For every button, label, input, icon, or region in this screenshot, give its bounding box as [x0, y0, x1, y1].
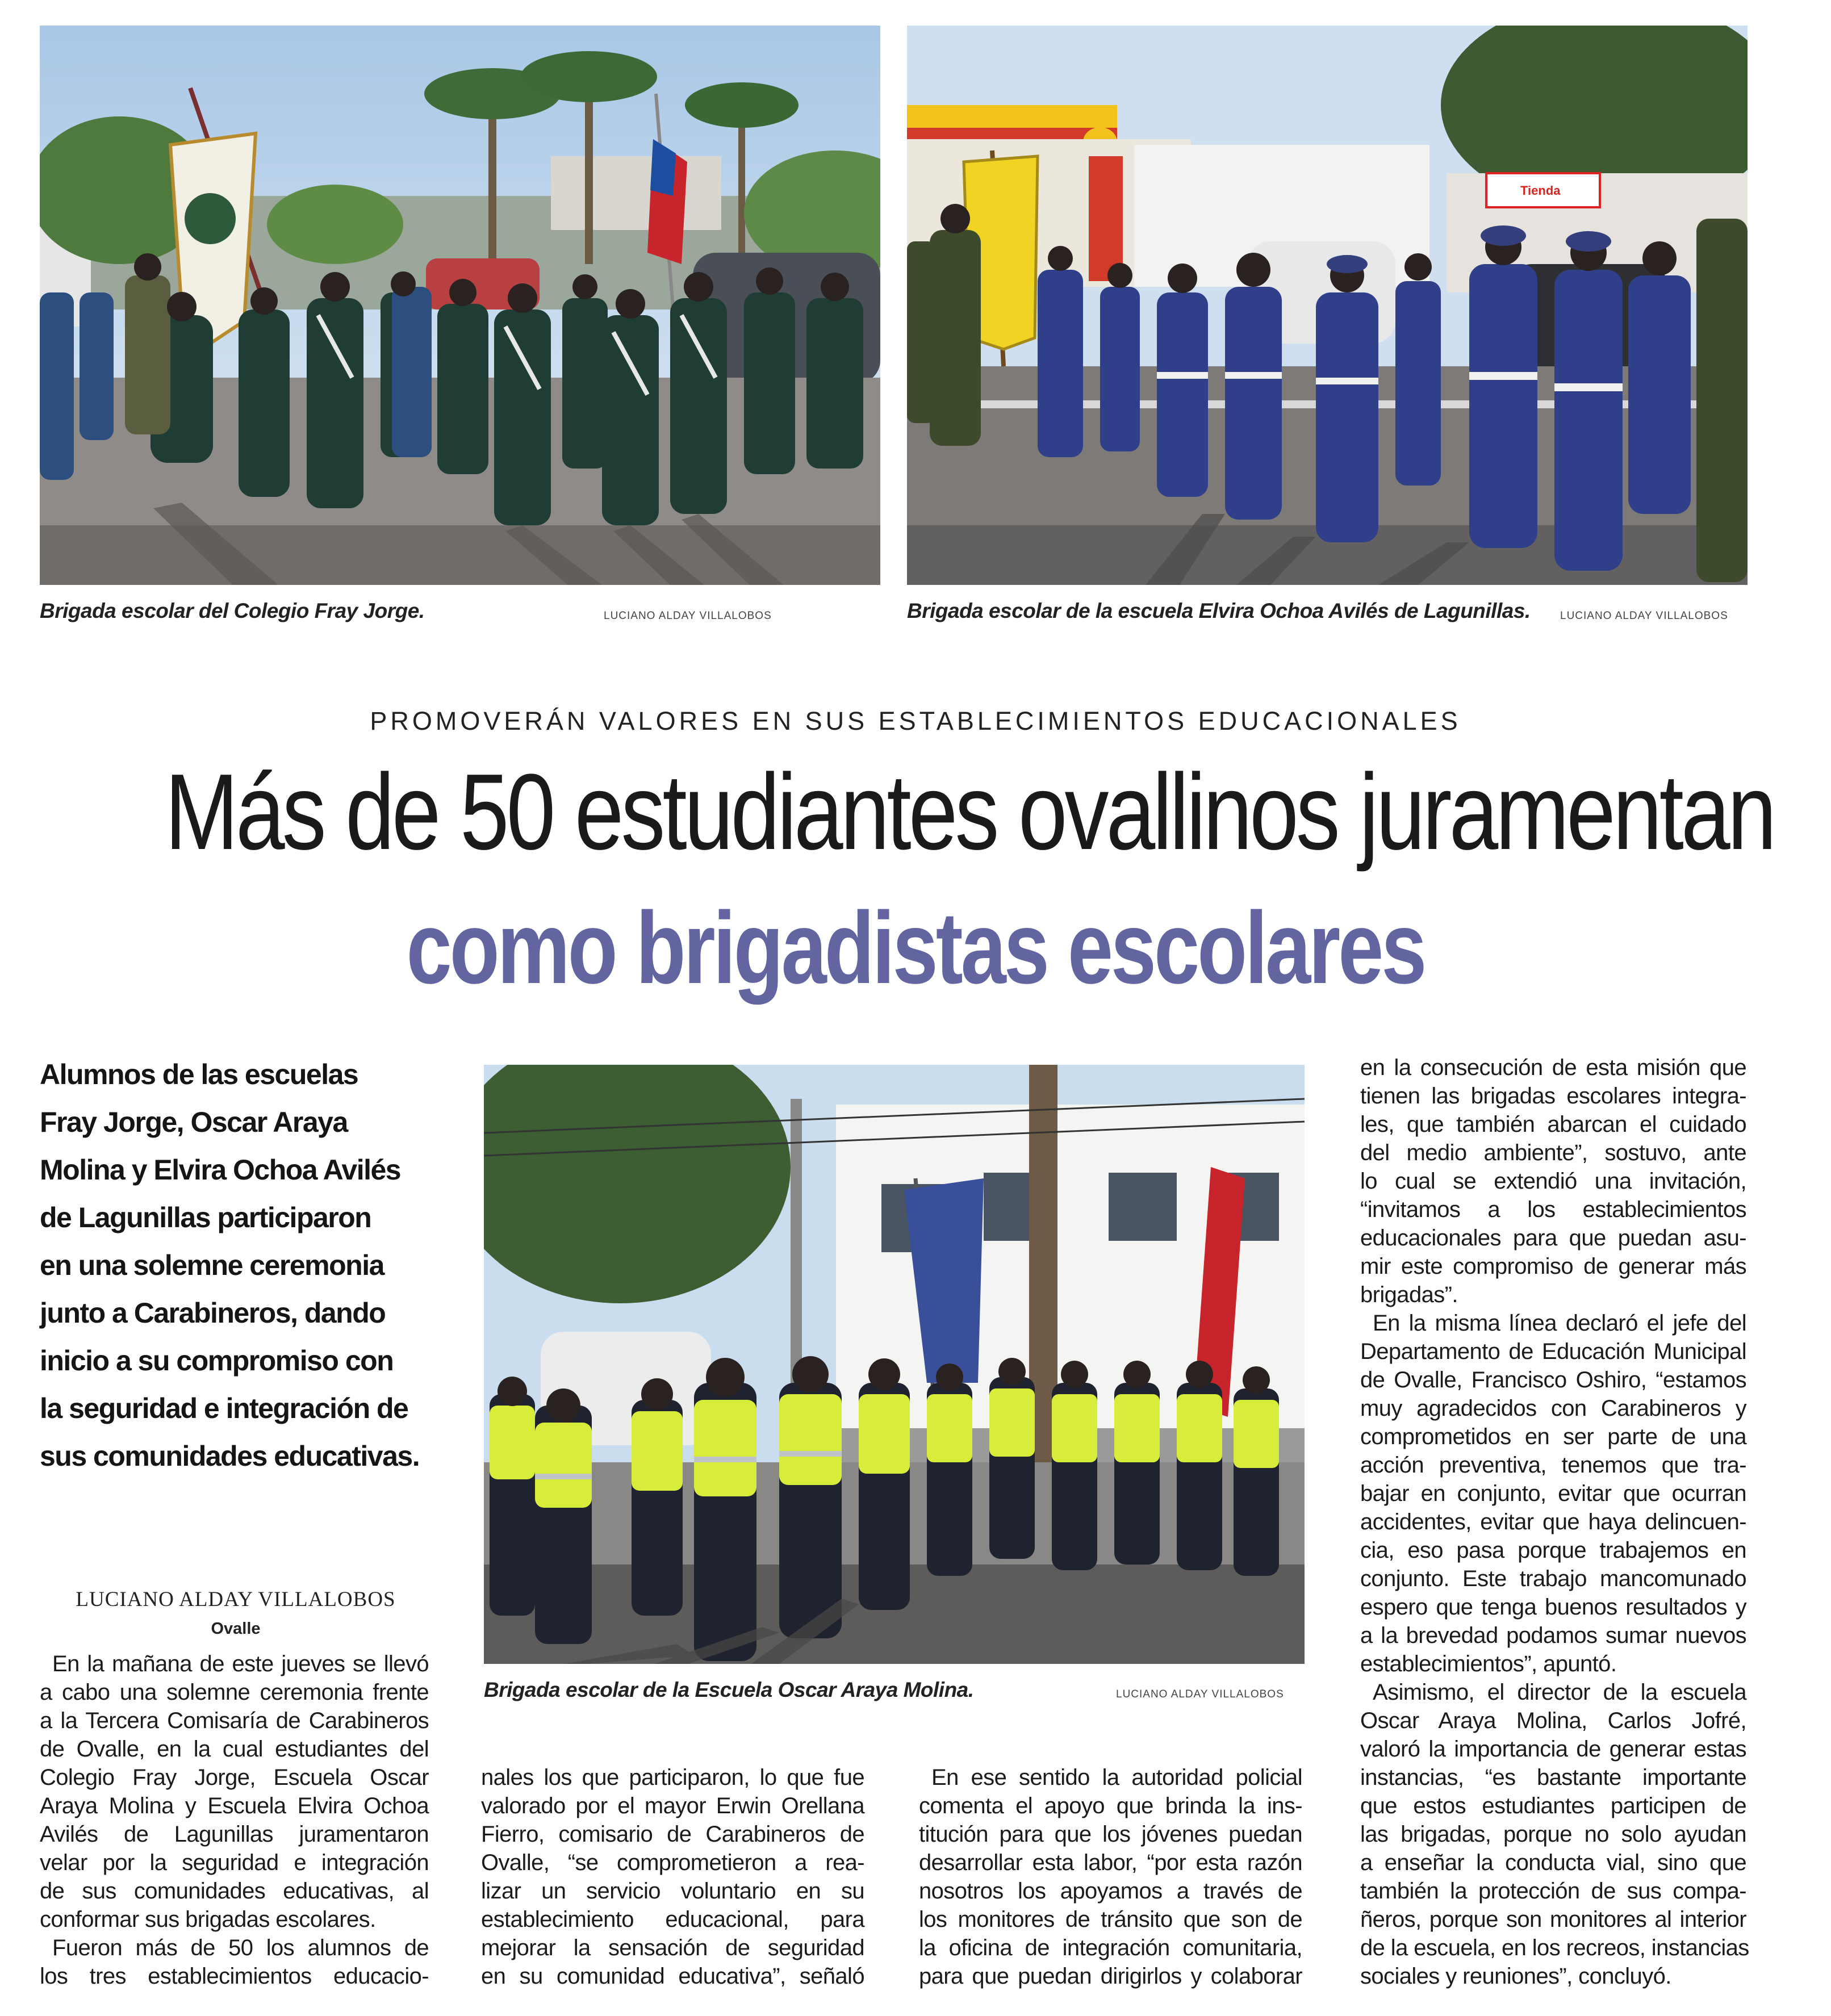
- body-line: velar por la seguridad e integración: [40, 1850, 429, 1875]
- body-line: nosotros los apoyamos a través de: [919, 1879, 1302, 1904]
- body-line: Departamento de Educación Municipal: [1360, 1339, 1746, 1364]
- body-line: espero que tenga buenos resultados y: [1360, 1595, 1746, 1620]
- body-line: establecimientos”, apuntó.: [1360, 1651, 1617, 1676]
- body-line: la oficina de integración comunitaria,: [919, 1935, 1302, 1960]
- body-line: conjunto. Este trabajo mancomunado: [1360, 1566, 1746, 1591]
- photo-caption: Brigada escolar de la escuela Elvira Ochoa Avilés de Lagunillas.: [907, 599, 1531, 622]
- body-line: muy agradecidos con Carabineros y: [1360, 1396, 1746, 1421]
- lead-line: Fray Jorge, Oscar Araya: [40, 1106, 348, 1138]
- article-kicker: PROMOVERÁN VALORES EN SUS ESTABLECIMIENTOS EDUCACIONALES: [370, 706, 1461, 735]
- body-line: valoró la importancia de generar estas: [1360, 1737, 1746, 1762]
- body-line: comprometidos en ser parte de una: [1360, 1424, 1746, 1449]
- body-line: bajar en conjunto, evitar que ocurran: [1360, 1481, 1746, 1506]
- body-line: los tres establecimientos educacio-: [40, 1964, 429, 1989]
- body-line: de Ovalle, Francisco Oshiro, “estamos: [1360, 1367, 1746, 1392]
- body-line: titución para que los jóvenes puedan: [919, 1822, 1302, 1847]
- lead-line: sus comunidades educativas.: [40, 1440, 420, 1472]
- photo-caption: Brigada escolar del Colegio Fray Jorge.: [40, 599, 425, 622]
- body-line: comenta el apoyo que brinda la ins-: [919, 1793, 1302, 1818]
- body-line: a la brevedad podamos sumar nuevos: [1360, 1623, 1746, 1648]
- photo-caption: Brigada escolar de la Escuela Oscar Araya Molina.: [484, 1678, 974, 1701]
- body-line: Oscar Araya Molina, Carlos Jofré,: [1360, 1708, 1746, 1733]
- body-line: En la misma línea declaró el jefe del: [1373, 1311, 1746, 1336]
- body-line: Ovalle, “se comprometieron a rea-: [481, 1850, 864, 1875]
- body-line: En ese sentido la autoridad policial: [931, 1765, 1302, 1790]
- body-line: educacionales para que puedan asu-: [1360, 1226, 1746, 1250]
- body-line: acción preventiva, tenemos que tra-: [1360, 1453, 1746, 1478]
- body-line: Fierro, comisario de Carabineros de: [481, 1822, 864, 1847]
- body-line: sociales y reuniones”, concluyó.: [1360, 1964, 1671, 1989]
- photo-fray-jorge-brigade: [40, 26, 880, 585]
- lead-line: la seguridad e integración de: [40, 1392, 408, 1424]
- body-line: tienen las brigadas escolares integra-: [1360, 1084, 1746, 1109]
- body-line: que estos estudiantes participen de: [1360, 1793, 1746, 1818]
- photo-credit: LUCIANO ALDAY VILLALOBOS: [1560, 610, 1728, 622]
- photo-credit: LUCIANO ALDAY VILLALOBOS: [604, 610, 772, 622]
- body-line: de la escuela, en los recreos, instancias: [1360, 1935, 1749, 1960]
- article-column-2: [481, 1763, 864, 1990]
- body-line: conformar sus brigadas escolares.: [40, 1907, 376, 1932]
- body-line: en la consecución de esta misión que: [1360, 1055, 1746, 1080]
- body-line: valorado por el mayor Erwin Orellana: [481, 1793, 864, 1818]
- lead-line: de Lagunillas participaron: [40, 1202, 371, 1233]
- body-line: mejorar la sensación de seguridad: [481, 1935, 864, 1960]
- lead-line: Alumnos de las escuelas: [40, 1059, 358, 1090]
- body-line: las brigadas, porque no solo ayudan: [1360, 1822, 1746, 1847]
- lead-line: junto a Carabineros, dando: [40, 1297, 386, 1329]
- photo-credit: LUCIANO ALDAY VILLALOBOS: [1116, 1688, 1284, 1700]
- author-byline: LUCIANO ALDAY VILLALOBOS: [76, 1588, 396, 1611]
- lead-line: inicio a su compromiso con: [40, 1345, 394, 1377]
- photo-elvira-ochoa-brigade: [907, 26, 1748, 585]
- body-line: en su comunidad educativa”, señaló: [481, 1964, 864, 1989]
- body-line: En la mañana de este jueves se llevó: [52, 1651, 429, 1676]
- body-line: establecimiento educacional, para: [481, 1907, 864, 1932]
- body-line: ñeros, porque son monitores al interior: [1360, 1907, 1746, 1932]
- body-line: accidentes, evitar que haya delincuen-: [1360, 1509, 1746, 1534]
- lead-line: Molina y Elvira Ochoa Avilés: [40, 1154, 401, 1186]
- body-line: a cabo una solemne ceremonia frente: [40, 1680, 429, 1705]
- body-line: les, que también abarcan el cuidado: [1360, 1112, 1746, 1137]
- dateline-place: Ovalle: [211, 1620, 261, 1638]
- body-line: Araya Molina y Escuela Elvira Ochoa: [40, 1793, 429, 1818]
- body-line: Avilés de Lagunillas juramentaron: [40, 1822, 429, 1847]
- article-lead: [40, 1051, 437, 1480]
- headline-line-1: Más de 50 estudiantes ovallinos juramentan: [165, 752, 1774, 872]
- photo-oscar-araya-brigade: [484, 1065, 1305, 1664]
- body-line: lo cual se extendió una invitación,: [1360, 1169, 1746, 1194]
- article-column-3: [919, 1763, 1302, 1990]
- article-column-1: [40, 1650, 429, 1990]
- body-line: a la Tercera Comisaría de Carabineros: [40, 1708, 429, 1733]
- body-line: brigadas”.: [1360, 1282, 1458, 1307]
- body-line: Asimismo, el director de la escuela: [1373, 1680, 1746, 1705]
- article-column-4: [1360, 1053, 1749, 1990]
- store-sign-text: Tienda: [1520, 183, 1561, 198]
- body-line: desarrollar esta labor, “por esta razón: [919, 1850, 1302, 1875]
- body-line: mir este compromiso de generar más: [1360, 1254, 1746, 1279]
- lead-line: en una solemne ceremonia: [40, 1249, 384, 1281]
- body-line: los monitores de tránsito que son de: [919, 1907, 1302, 1932]
- body-line: “invitamos a los establecimientos: [1360, 1197, 1746, 1222]
- body-line: a enseñar la conducta vial, sino que: [1360, 1850, 1746, 1875]
- body-line: para que puedan dirigirlos y colaborar: [919, 1964, 1302, 1989]
- body-line: instancias, “es bastante importante: [1360, 1765, 1746, 1790]
- body-line: de sus comunidades educativas, al: [40, 1879, 429, 1904]
- body-line: también la protección de sus compa-: [1360, 1879, 1746, 1904]
- body-line: del medio ambiente”, sostuvo, ante: [1360, 1140, 1746, 1165]
- body-line: de Ovalle, en la cual estudiantes del: [40, 1737, 429, 1762]
- body-line: Colegio Fray Jorge, Escuela Oscar: [40, 1765, 429, 1790]
- body-line: nales los que participaron, lo que fue: [481, 1765, 864, 1790]
- headline-line-2: como brigadistas escolares: [406, 891, 1425, 1005]
- body-line: lizar un servicio voluntario en su: [481, 1879, 864, 1904]
- body-line: Fueron más de 50 los alumnos de: [52, 1935, 429, 1960]
- body-line: cia, eso pasa porque trabajemos en: [1360, 1538, 1746, 1563]
